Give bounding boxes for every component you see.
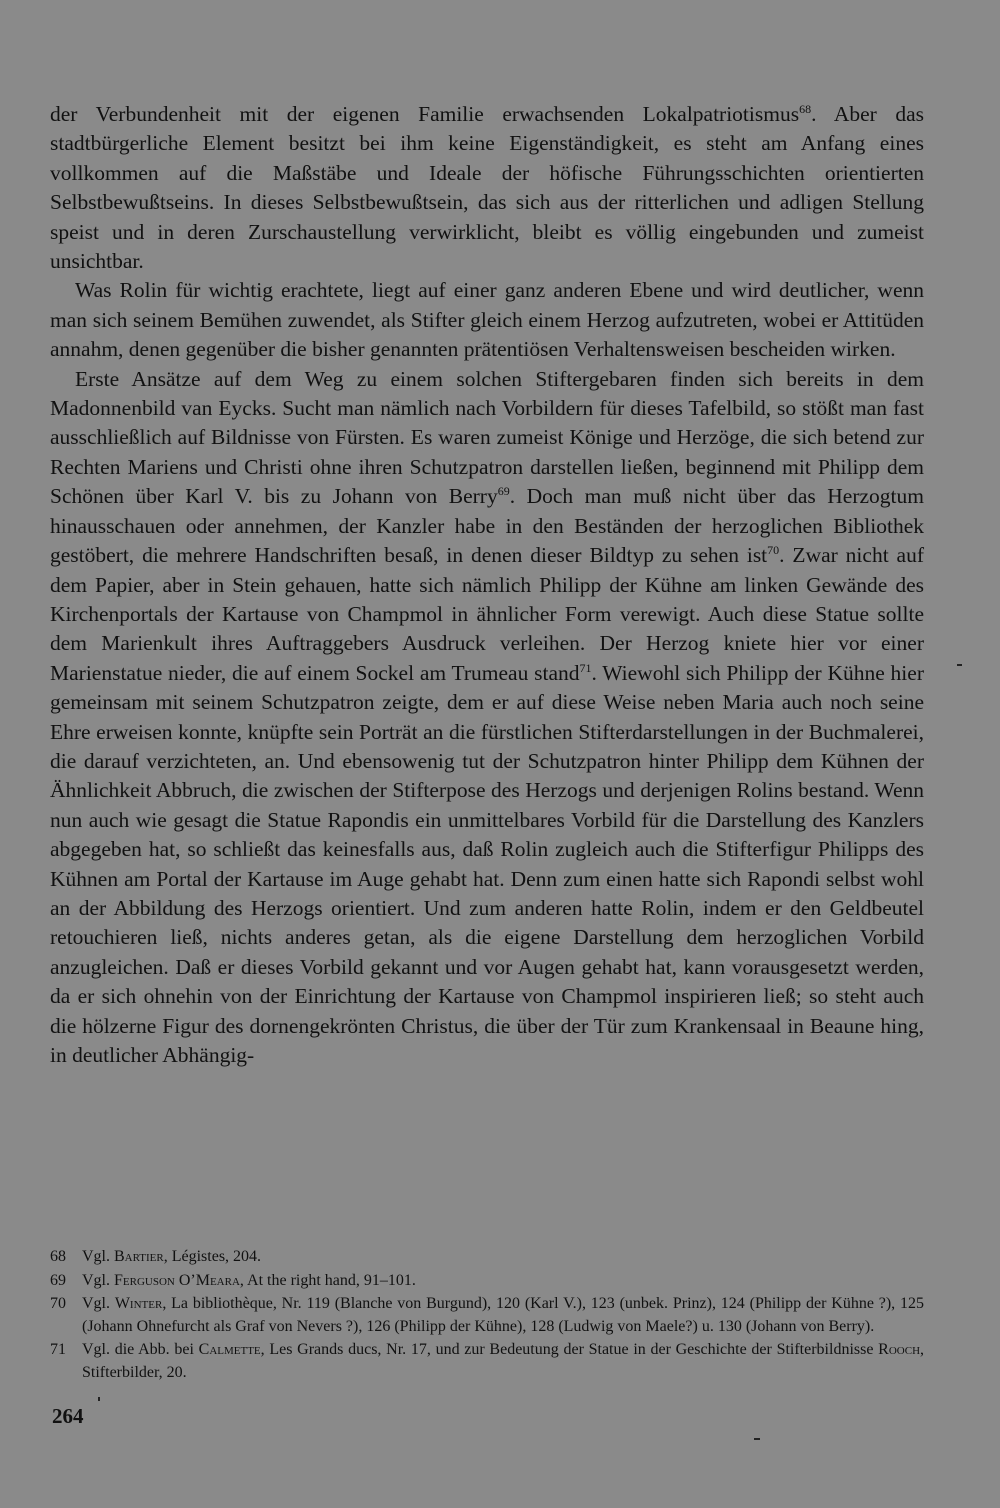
text-run: , Les Grands ducs, Nr. 17, und zur Bedeutung der Statue in der Geschichte der Stifterbildnisse	[260, 1341, 879, 1358]
footnote-number: 69	[50, 1271, 66, 1289]
footnote	[50, 1246, 924, 1269]
author-name: Winter	[114, 1295, 163, 1312]
footnote-number: 68	[50, 1248, 66, 1265]
text-run: Vgl. die Abb. bei	[82, 1341, 199, 1358]
author-name: Calmette	[198, 1341, 261, 1358]
author-name: Rooch	[878, 1341, 921, 1358]
paragraph	[50, 100, 924, 276]
paragraph	[50, 365, 924, 1071]
text-run: . Aber das stadtbürgerliche Element besitzt bei ihm keine Eigenständigkeit, es steht am Anfang eines vollkommen auf die Maßstäbe und Ideale der höfische Führungsschichten orientierten Selbstbewußtseins. In dieses Selbstbewußtsein, das sich aus der ritterlichen und adligen Stellung speist und in deren Zurschaustellung verwirklicht, bleibt es völlig eingebunden und zumeist unsichtbar.	[50, 102, 924, 274]
footnote-reference: 70	[767, 542, 780, 557]
footnote	[50, 1293, 924, 1338]
text-run: , Légistes, 204.	[163, 1248, 262, 1265]
footnote-reference: 68	[799, 101, 812, 116]
text-run: , Stifterbilder, 20.	[82, 1341, 925, 1381]
footnote-reference: 69	[497, 484, 510, 499]
footnote-reference: 71	[579, 660, 592, 675]
text-run: Erste Ansätze auf dem Weg zu einem solchen Stiftergebaren finden sich bereits in dem Madonnenbild van Eycks. Sucht man nämlich nach Vorbildern für dieses Tafelbild, so stößt man fast ausschließlich auf Bildnisse von Fürsten. Es waren zumeist Könige und Herzöge, die sich betend zur Rechten Mariens und Christi ohne ihren Schutzpatron darstellen ließen, beginnend mit Philipp dem Schönen über Karl V. bis zu Johann von Berry	[50, 366, 924, 509]
scan-speck	[754, 1438, 760, 1440]
text-run: Vgl.	[82, 1271, 114, 1289]
text-run: . Doch man muß nicht über das Herzogtum hinausschauen oder annehmen, der Kanzler habe in den Beständen der herzoglichen Bibliothek gestöbert, die mehrere Handschriften besaß, in denen dieser Bildtyp zu sehen ist	[50, 484, 924, 568]
author-name: Bartier	[114, 1248, 164, 1265]
footnote-number: 71	[50, 1341, 66, 1358]
main-text-block	[50, 100, 924, 1070]
text-run: der Verbundenheit mit der eigenen Familie erwachsenden Lokalpatriotismus	[50, 102, 800, 126]
footnote	[50, 1270, 924, 1293]
scan-speck	[957, 664, 962, 666]
text-run: , La bibliothèque, Nr. 119 (Blanche von Burgund), 120 (Karl V.), 123 (unbek. Prinz), 124 (Philipp der Kühne ?), 125 (Johann Ohnefurcht als Graf von Nevers ?), 126 (Philipp der Kühne), 128 (Ludwig von Maele?) u. 130 (Johann von Berry).	[82, 1295, 924, 1335]
footnote	[50, 1339, 924, 1384]
scan-speck	[98, 1397, 100, 1401]
footnotes-block	[50, 1246, 924, 1385]
text-run: , At the right hand, 91–101.	[239, 1271, 416, 1289]
page-number: 264	[52, 1404, 84, 1428]
text-run: Was Rolin für wichtig erachtete, liegt auf einer ganz anderen Ebene und wird deutlicher, wenn man sich seinem Bemühen zuwendet, als Stifter gleich einem Herzog aufzutreten, wobei er Attitüden annahm, denen gegenüber die bisher genannten prätentiösen Verhaltensweisen bescheiden wirken.	[50, 278, 924, 362]
author-name: Ferguson O’Meara	[114, 1271, 240, 1289]
paragraph	[50, 276, 924, 364]
text-run: Vgl.	[82, 1295, 115, 1312]
text-run: . Zwar nicht auf dem Papier, aber in Stein gehauen, hatte sich nämlich Philipp der Kühne am linken Gewände des Kirchenportals der Kartause von Champmol in ähnlicher Form verewigt. Auch diese Statue sollte dem Marienkult ihres Auftraggebers Ausdruck verleihen. Der Herzog kniete hier vor einer Marienstatue nieder, die auf einem Sockel am Trumeau stand	[50, 543, 924, 685]
footnote-number: 70	[50, 1295, 66, 1312]
text-run: Vgl.	[82, 1248, 114, 1265]
text-run: . Wiewohl sich Philipp der Kühne hier gemeinsam mit seinem Schutzpatron zeigte, dem er auf diese Weise neben Maria auch noch seine Ehre erweisen konnte, knüpfte sein Porträt an die fürstlichen Stifterdarstellungen in der Buchmalerei, die darauf verzichteten, an. Und ebensowenig tut der Schutzpatron hinter Philipp dem Kühnen der Ähnlichkeit Abbruch, die zwischen der Stifterpose des Herzogs und derjenigen Rolins bestand. Wenn nun auch wie gesagt die Statue Rapondis ein unmittelbares Vorbild für die Darstellung des Kanzlers abgegeben hat, so schließt das keinesfalls aus, daß Rolin zugleich auch die Stifterfigur Philipps des Kühnen am Portal der Kartause im Auge gehabt hat. Denn zum einen hatte sich Rapondi selbst wohl an der Abbildung des Herzogs orientiert. Und zum anderen hatte Rolin, indem er den Geldbeutel retouchieren ließ, nichts anderes getan, als die eigene Darstellung dem herzoglichen Vorbild anzugleichen. Daß er dieses Vorbild gekannt und vor Augen gehabt hat, kann vorausgesetzt werden, da er sich ohnehin von der Einrichtung der Kartause von Champmol inspirieren ließ; so steht auch die hölzerne Figur des dornengekrönten Christus, die über der Tür zum Krankensaal in Beaune hing, in deutlicher Abhängig-	[50, 660, 924, 1067]
